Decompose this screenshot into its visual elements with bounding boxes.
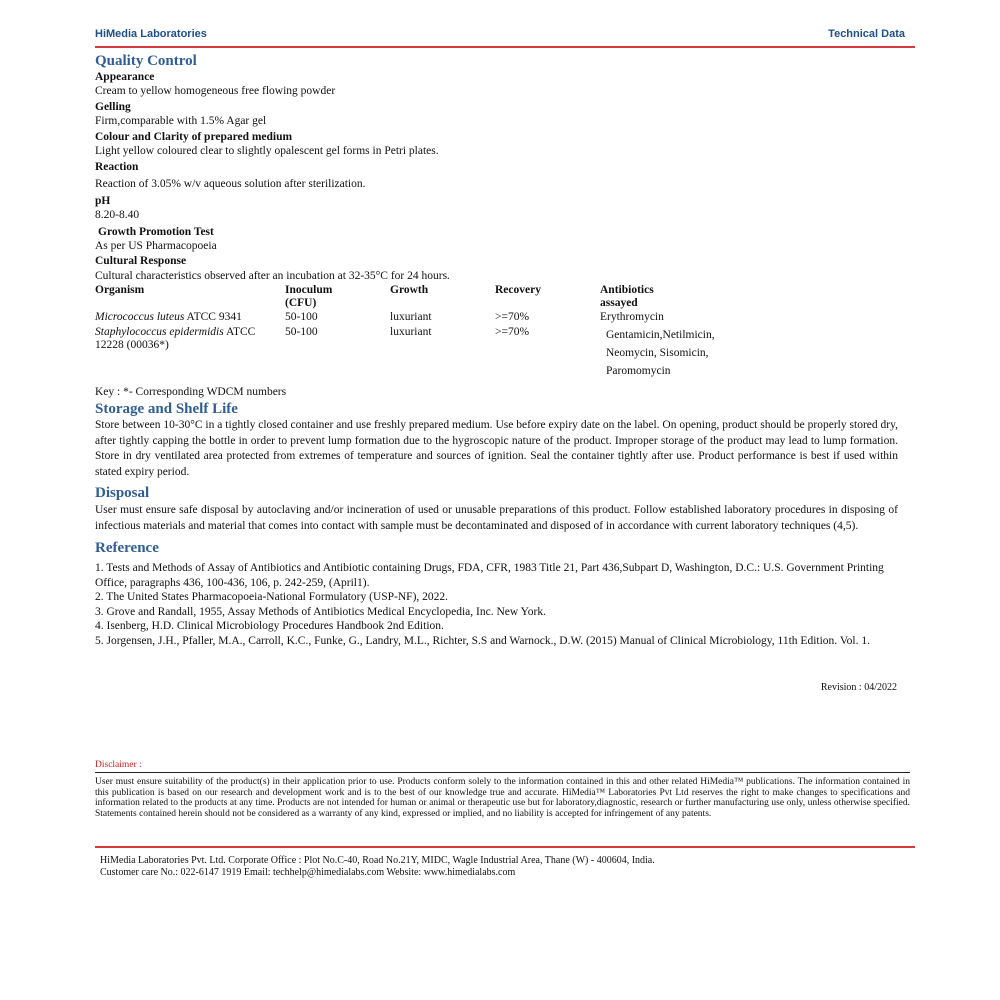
ph-label: pH	[95, 195, 111, 207]
cell-growth: luxuriant	[390, 326, 432, 338]
col-growth: Growth	[390, 284, 429, 296]
reference-heading: Reference	[95, 540, 159, 556]
appearance-label: Appearance	[95, 71, 155, 83]
reference-item: 5. Jorgensen, J.H., Pfaller, M.A., Carroll, K.C., Funke, G., Landry, M.L., Richter, S.S and Warnock., D.W. (2015) Manual of Clinical Microbiology, 11th Edition. Vol. 1.	[95, 634, 870, 647]
cell-growth: luxuriant	[390, 311, 432, 323]
disclaimer-title: Disclaimer :	[95, 760, 142, 770]
colour-value: Light yellow coloured clear to slightly opalescent gel forms in Petri plates.	[95, 145, 439, 157]
reaction-value: Reaction of 3.05% w/v aqueous solution after sterilization.	[95, 178, 366, 190]
cultural-value: Cultural characteristics observed after an incubation at 32-35°C for 24 hours.	[95, 270, 450, 282]
table-row	[95, 324, 770, 380]
table-key: Key : *- Corresponding WDCM numbers	[95, 386, 287, 398]
main-content	[95, 52, 898, 648]
reference-item: 2. The United States Pharmacopoeia-National Formulatory (USP-NF), 2022.	[95, 591, 449, 603]
storage-heading: Storage and Shelf Life	[95, 401, 238, 417]
table-row	[95, 310, 770, 324]
cell-inoculum: 50-100	[285, 326, 318, 338]
page-header	[95, 28, 910, 48]
ph-value: 8.20-8.40	[95, 209, 140, 221]
footer	[100, 855, 655, 879]
appearance-value: Cream to yellow homogeneous free flowing powder	[95, 85, 336, 97]
cell-organism: Staphylococcus epidermidis ATCC 12228 (00036*)	[95, 326, 256, 351]
col-inoculum: Inoculum (CFU)	[285, 284, 333, 309]
table-header-row	[95, 284, 770, 310]
storage-text: Store between 10-30°C in a tightly closed container and use freshly prepared medium. Use before expiry date on the label. On opening, product should be properly stored dry, after tightly capping the bottle in order to prevent lump formation due to the hygroscopic nature of the product. Improper storage of the product may lead to lump formation. Store in dry ventilated area protected from extremes of temperature and sources of ignition. Seal the container tightly after use. Product performance is best if used within stated expiry period.	[95, 419, 898, 478]
gelling-label: Gelling	[95, 101, 131, 113]
growth-label: Growth Promotion Test	[98, 226, 214, 238]
doc-type: Technical Data	[828, 28, 905, 40]
cell-recovery: >=70%	[495, 311, 530, 323]
disclaimer-text: User must ensure suitability of the product(s) in their application prior to use. Products conform solely to the information contained in this and other related HiMedia™ publications. The information contained in this publication is based on our research and development work and is to the best of our knowledge true and accurate. HiMedia™ Laboratories Pvt Ltd reserves the right to make changes to specifications and information related to the products at any time. Products are not intended for human or animal or therapeutic use but for laboratory,diagnostic, research or further manufacturing use only, unless otherwise specified. Statements contained herein should not be considered as a warranty of any kind, expressed or implied, and no liability is accepted for infringement of any patents.	[95, 777, 910, 819]
cell-recovery: >=70%	[495, 326, 530, 338]
footer-contact: Customer care No.: 022-6147 1919 Email: techhelp@himedialabs.com Website: www.himedialabs.com	[100, 867, 516, 878]
cultural-label: Cultural Response	[95, 255, 187, 267]
header-divider	[95, 46, 915, 48]
qc-heading: Quality Control	[95, 53, 197, 69]
revision-label: Revision : 04/2022	[820, 682, 897, 693]
growth-value: As per US Pharmacopoeia	[95, 240, 217, 252]
disclaimer-divider	[95, 772, 910, 773]
gelling-value: Firm,comparable with 1.5% Agar gel	[95, 115, 267, 127]
cell-organism: Micrococcus luteus ATCC 9341	[95, 311, 242, 323]
cell-antibiotics: Gentamicin,Netilmicin, Neomycin, Sisomicin, Paromomycin	[606, 329, 715, 377]
col-organism: Organism	[95, 284, 145, 296]
footer-address: HiMedia Laboratories Pvt. Ltd. Corporate Office : Plot No.C-40, Road No.21Y, MIDC, Wagle Industrial Area, Thane (W) - 400604, India.	[100, 855, 655, 866]
reference-item: 1. Tests and Methods of Assay of Antibiotics and Antibiotic containing Drugs, FDA, CFR, 1983 Title 21, Part 436,Subpart D, Washington, D.C.: U.S. Government Printing Office, paragraphs 436, 100-436, 106, p. 242-259, (April1).	[95, 562, 884, 589]
cell-inoculum: 50-100	[285, 311, 318, 323]
reaction-label: Reaction	[95, 161, 139, 173]
cell-antibiotics: Erythromycin	[600, 311, 664, 323]
cultural-response-table	[95, 284, 770, 380]
footer-divider	[95, 846, 915, 848]
reference-item: 3. Grove and Randall, 1955, Assay Methods of Antibiotics Medical Encyclopedia, Inc. New York.	[95, 605, 546, 618]
col-recovery: Recovery	[495, 284, 541, 296]
colour-label: Colour and Clarity of prepared medium	[95, 131, 293, 143]
reference-list	[95, 561, 898, 648]
disposal-text: User must ensure safe disposal by autoclaving and/or incineration of used or unusable preparations of this product. Follow established laboratory procedures in disposing of infectious materials and material that comes into contact with sample must be decontaminated and disposed of in accordance with current laboratory techniques (4,5).	[95, 504, 898, 532]
reference-item: 4. Isenberg, H.D. Clinical Microbiology Procedures Handbook 2nd Edition.	[95, 620, 444, 632]
company-name: HiMedia Laboratories	[95, 28, 207, 40]
disposal-heading: Disposal	[95, 485, 150, 501]
col-antibiotics: Antibiotics assayed	[600, 284, 654, 309]
